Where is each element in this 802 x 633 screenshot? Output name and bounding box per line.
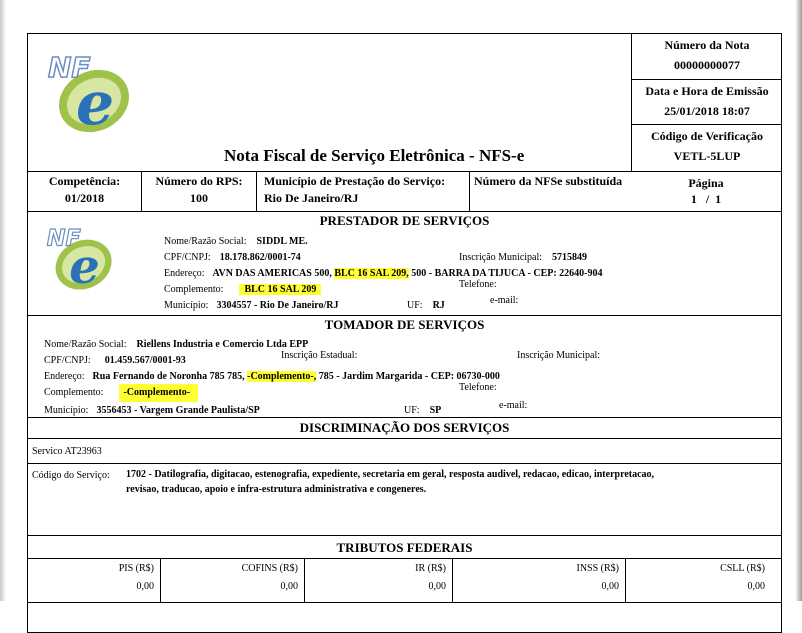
tomador-complemento-label: Complemento: xyxy=(44,387,104,398)
divider xyxy=(28,315,781,316)
codigo-verificacao-label: Código de Verificação xyxy=(651,129,763,143)
tributo-value: 0,00 xyxy=(136,581,154,592)
nfse-substituida-label: Número da NFSe substituída xyxy=(474,174,623,188)
tributo-value: 0,00 xyxy=(747,581,765,592)
svg-text:e: e xyxy=(69,239,100,295)
tributo-label: IR (R$) xyxy=(415,563,446,574)
prestador-telefone-label: Telefone: xyxy=(459,279,497,290)
numero-nota-value: 00000000077 xyxy=(674,58,740,72)
divider xyxy=(256,171,257,211)
prestador-cpf-label: CPF/CNPJ: xyxy=(164,252,211,263)
pagina-value: 1 / 1 xyxy=(690,192,722,206)
prestador-municipio-label: Município: xyxy=(164,300,209,311)
tributo-value: 0,00 xyxy=(601,581,619,592)
tomador-nome-label: Nome/Razão Social: xyxy=(44,339,127,350)
municipio-prestacao-value: Rio De Janeiro/RJ xyxy=(264,191,359,205)
nfe-logo-icon xyxy=(42,44,142,144)
prestador-email-label: e-mail: xyxy=(490,295,519,306)
prestador-endereco-value: AVN DAS AMERICAS 500, BLC 16 SAL 209, 500 - BARRA DA TIJUCA - CEP: 22640-904 xyxy=(212,268,603,279)
tomador-uf-value: SP xyxy=(429,405,442,416)
tributo-cofins xyxy=(161,559,305,603)
codigo-servico-label: Código do Serviço: xyxy=(32,470,110,481)
tributo-value: 0,00 xyxy=(280,581,298,592)
window-edge-left xyxy=(0,0,6,601)
tomador-nome-value: Riellens Industria e Comercio Ltda EPP xyxy=(136,339,309,350)
tomador-endereco-label: Endereço: xyxy=(44,371,85,382)
tomador-ie-label: Inscrição Estadual: xyxy=(281,350,358,361)
tributo-label: INSS (R$) xyxy=(576,563,619,574)
tomador-telefone-label: Telefone: xyxy=(459,382,497,393)
svg-text:e: e xyxy=(76,69,115,139)
tomador-email-label: e-mail: xyxy=(499,400,528,411)
prestador-title: PRESTADOR DE SERVIÇOS xyxy=(319,213,490,228)
prestador-endereco-label: Endereço: xyxy=(164,268,205,279)
divider xyxy=(28,602,781,603)
divider xyxy=(28,463,781,464)
prestador-cpf-value: 18.178.862/0001-74 xyxy=(219,252,301,263)
discriminacao-title: DISCRIMINAÇÃO DOS SERVIÇOS xyxy=(299,420,510,435)
document-title: Nota Fiscal de Serviço Eletrônica - NFS-e xyxy=(224,146,525,165)
tomador-municipio-value: 3556453 - Vargem Grande Paulista/SP xyxy=(96,405,260,416)
prestador-im-label: Inscrição Municipal: xyxy=(459,252,543,263)
tributo-label: COFINS (R$) xyxy=(241,563,298,574)
nfse-document xyxy=(27,33,782,633)
competencia-value: 01/2018 xyxy=(64,191,105,205)
tomador-cpf-value: 01.459.567/0001-93 xyxy=(104,355,186,366)
tributo-csll xyxy=(626,559,781,603)
prestador-im-value: 5715849 xyxy=(552,252,588,263)
tomador-uf-label: UF: xyxy=(404,405,420,416)
tributo-label: PIS (R$) xyxy=(118,563,154,574)
divider xyxy=(469,171,470,211)
tributo-pis xyxy=(28,559,161,603)
window-edge-right xyxy=(796,0,802,601)
svg-text:NF: NF xyxy=(46,225,81,252)
prestador-nome-label: Nome/Razão Social: xyxy=(164,236,247,247)
tomador-title: TOMADOR DE SERVIÇOS xyxy=(324,317,485,332)
codigo-servico-line2: revisao, traducao, apoio e infra-estrutura administrativa e congeneres. xyxy=(126,484,427,495)
nfe-logo-icon xyxy=(42,219,122,299)
divider xyxy=(28,535,781,536)
rps-label: Número do RPS: xyxy=(155,174,243,188)
tributo-label: CSLL (R$) xyxy=(720,563,765,574)
numero-nota-label: Número da Nota xyxy=(664,38,750,52)
data-emissao-label: Data e Hora de Emissão xyxy=(645,84,769,98)
prestador-nome-value: SIDDL ME. xyxy=(256,236,308,247)
codigo-servico-line1: 1702 - Datilografia, digitacao, estenografia, expediente, secretaria em geral, resposta audivel, redacao, edicao, interpretacao, xyxy=(126,469,655,480)
divider xyxy=(28,211,781,212)
pagina-label: Página xyxy=(688,176,724,190)
prestador-complemento-value: BLC 16 SAL 209 xyxy=(239,284,321,295)
divider xyxy=(28,417,781,418)
svg-text:NF: NF xyxy=(48,51,91,84)
data-emissao-value: 25/01/2018 18:07 xyxy=(664,104,750,118)
competencia-label: Competência: xyxy=(48,174,121,188)
tributo-value: 0,00 xyxy=(428,581,446,592)
tributo-ir xyxy=(305,559,453,603)
municipio-prestacao-label: Município de Prestação do Serviço: xyxy=(264,174,446,188)
rps-value: 100 xyxy=(190,191,208,205)
tomador-cpf-label: CPF/CNPJ: xyxy=(44,355,91,366)
tomador-complemento-value: -Complemento- xyxy=(119,384,198,402)
tomador-municipio-label: Município: xyxy=(44,405,89,416)
prestador-complemento-label: Complemento: xyxy=(164,284,224,295)
prestador-uf-label: UF: xyxy=(407,300,423,311)
tributo-inss xyxy=(453,559,626,603)
divider xyxy=(28,438,781,439)
codigo-verificacao-value: VETL-5LUP xyxy=(673,149,741,163)
prestador-municipio-value: 3304557 - Rio De Janeiro/RJ xyxy=(216,300,339,311)
discriminacao-text: Servico AT23963 xyxy=(32,446,102,457)
prestador-uf-value: RJ xyxy=(432,300,445,311)
tomador-endereco-value: Rua Fernando de Noronha 785 785, -Complemento-, 785 - Jardim Margarida - CEP: 06730-000 xyxy=(92,371,500,382)
tributos-title: TRIBUTOS FEDERAIS xyxy=(336,540,473,555)
tomador-im-label: Inscrição Municipal: xyxy=(517,350,601,361)
